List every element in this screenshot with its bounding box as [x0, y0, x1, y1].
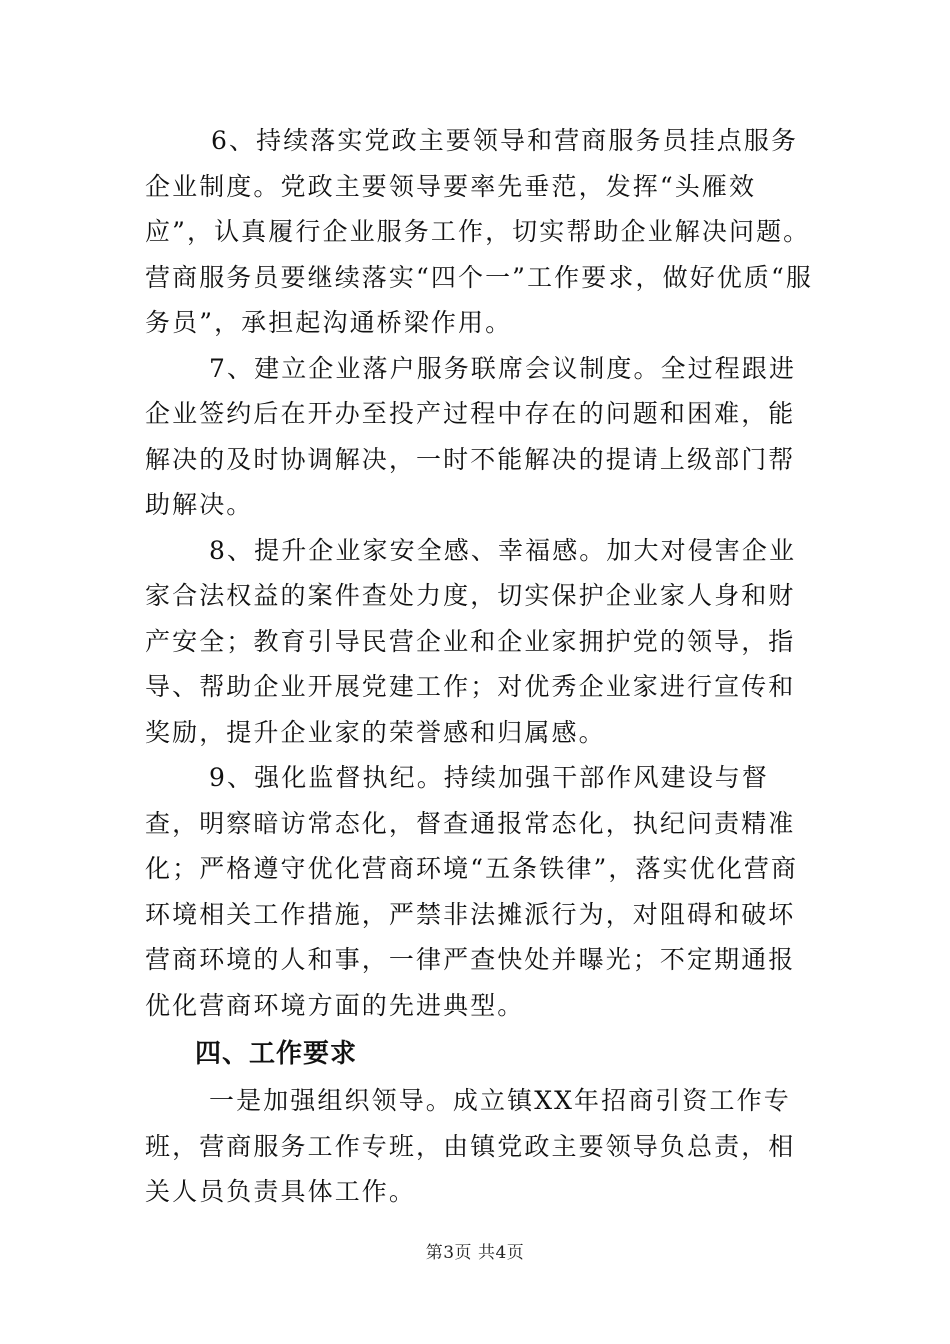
paragraph-item-9: 9、强化监督执纪。持续加强干部作风建设与督查，明察暗访常态化，督查通报常态化，执纪问责精准化；严格遵守优化营商环境“五条铁律”，落实优化营商环境相关工作措施，严禁非法摊派行为，对阻碍和破坏营商环境的人和事，一律严查快处并曝光；不定期通报优化营商环境方面的先进典型。	[145, 763, 799, 1020]
page-number-footer: 第3页 共4页	[425, 1243, 525, 1263]
document-body	[145, 118, 817, 1215]
section-heading: 四、工作要求	[195, 1039, 358, 1069]
paragraph-item-7: 7、建立企业落户服务联席会议制度。全过程跟进企业签约后在开办至投产过程中存在的问题和困难，能解决的及时协调解决，一时不能解决的提请上级部门帮助解决。	[145, 353, 797, 519]
paragraph-item-6: 6、持续落实党政主要领导和营商服务员挂点服务企业制度。党政主要领导要率先垂范，发挥“头雁效应”，认真履行企业服务工作，切实帮助企业解决问题。营商服务员要继续落实“四个一”工作要求，做好优质“服务员”，承担起沟通桥梁作用。	[145, 126, 813, 337]
section-paragraph: 一是加强组织领导。成立镇XX年招商引资工作专班，营商服务工作专班，由镇党政主要领导负总责，相关人员负责具体工作。	[145, 1086, 796, 1206]
paragraph-item-8: 8、提升企业家安全感、幸福感。加大对侵害企业家合法权益的案件查处力度，切实保护企业家人身和财产安全；教育引导民营企业和企业家拥护党的领导，指导、帮助企业开展党建工作；对优秀企业家进行宣传和奖励，提升企业家的荣誉感和归属感。	[145, 535, 797, 747]
